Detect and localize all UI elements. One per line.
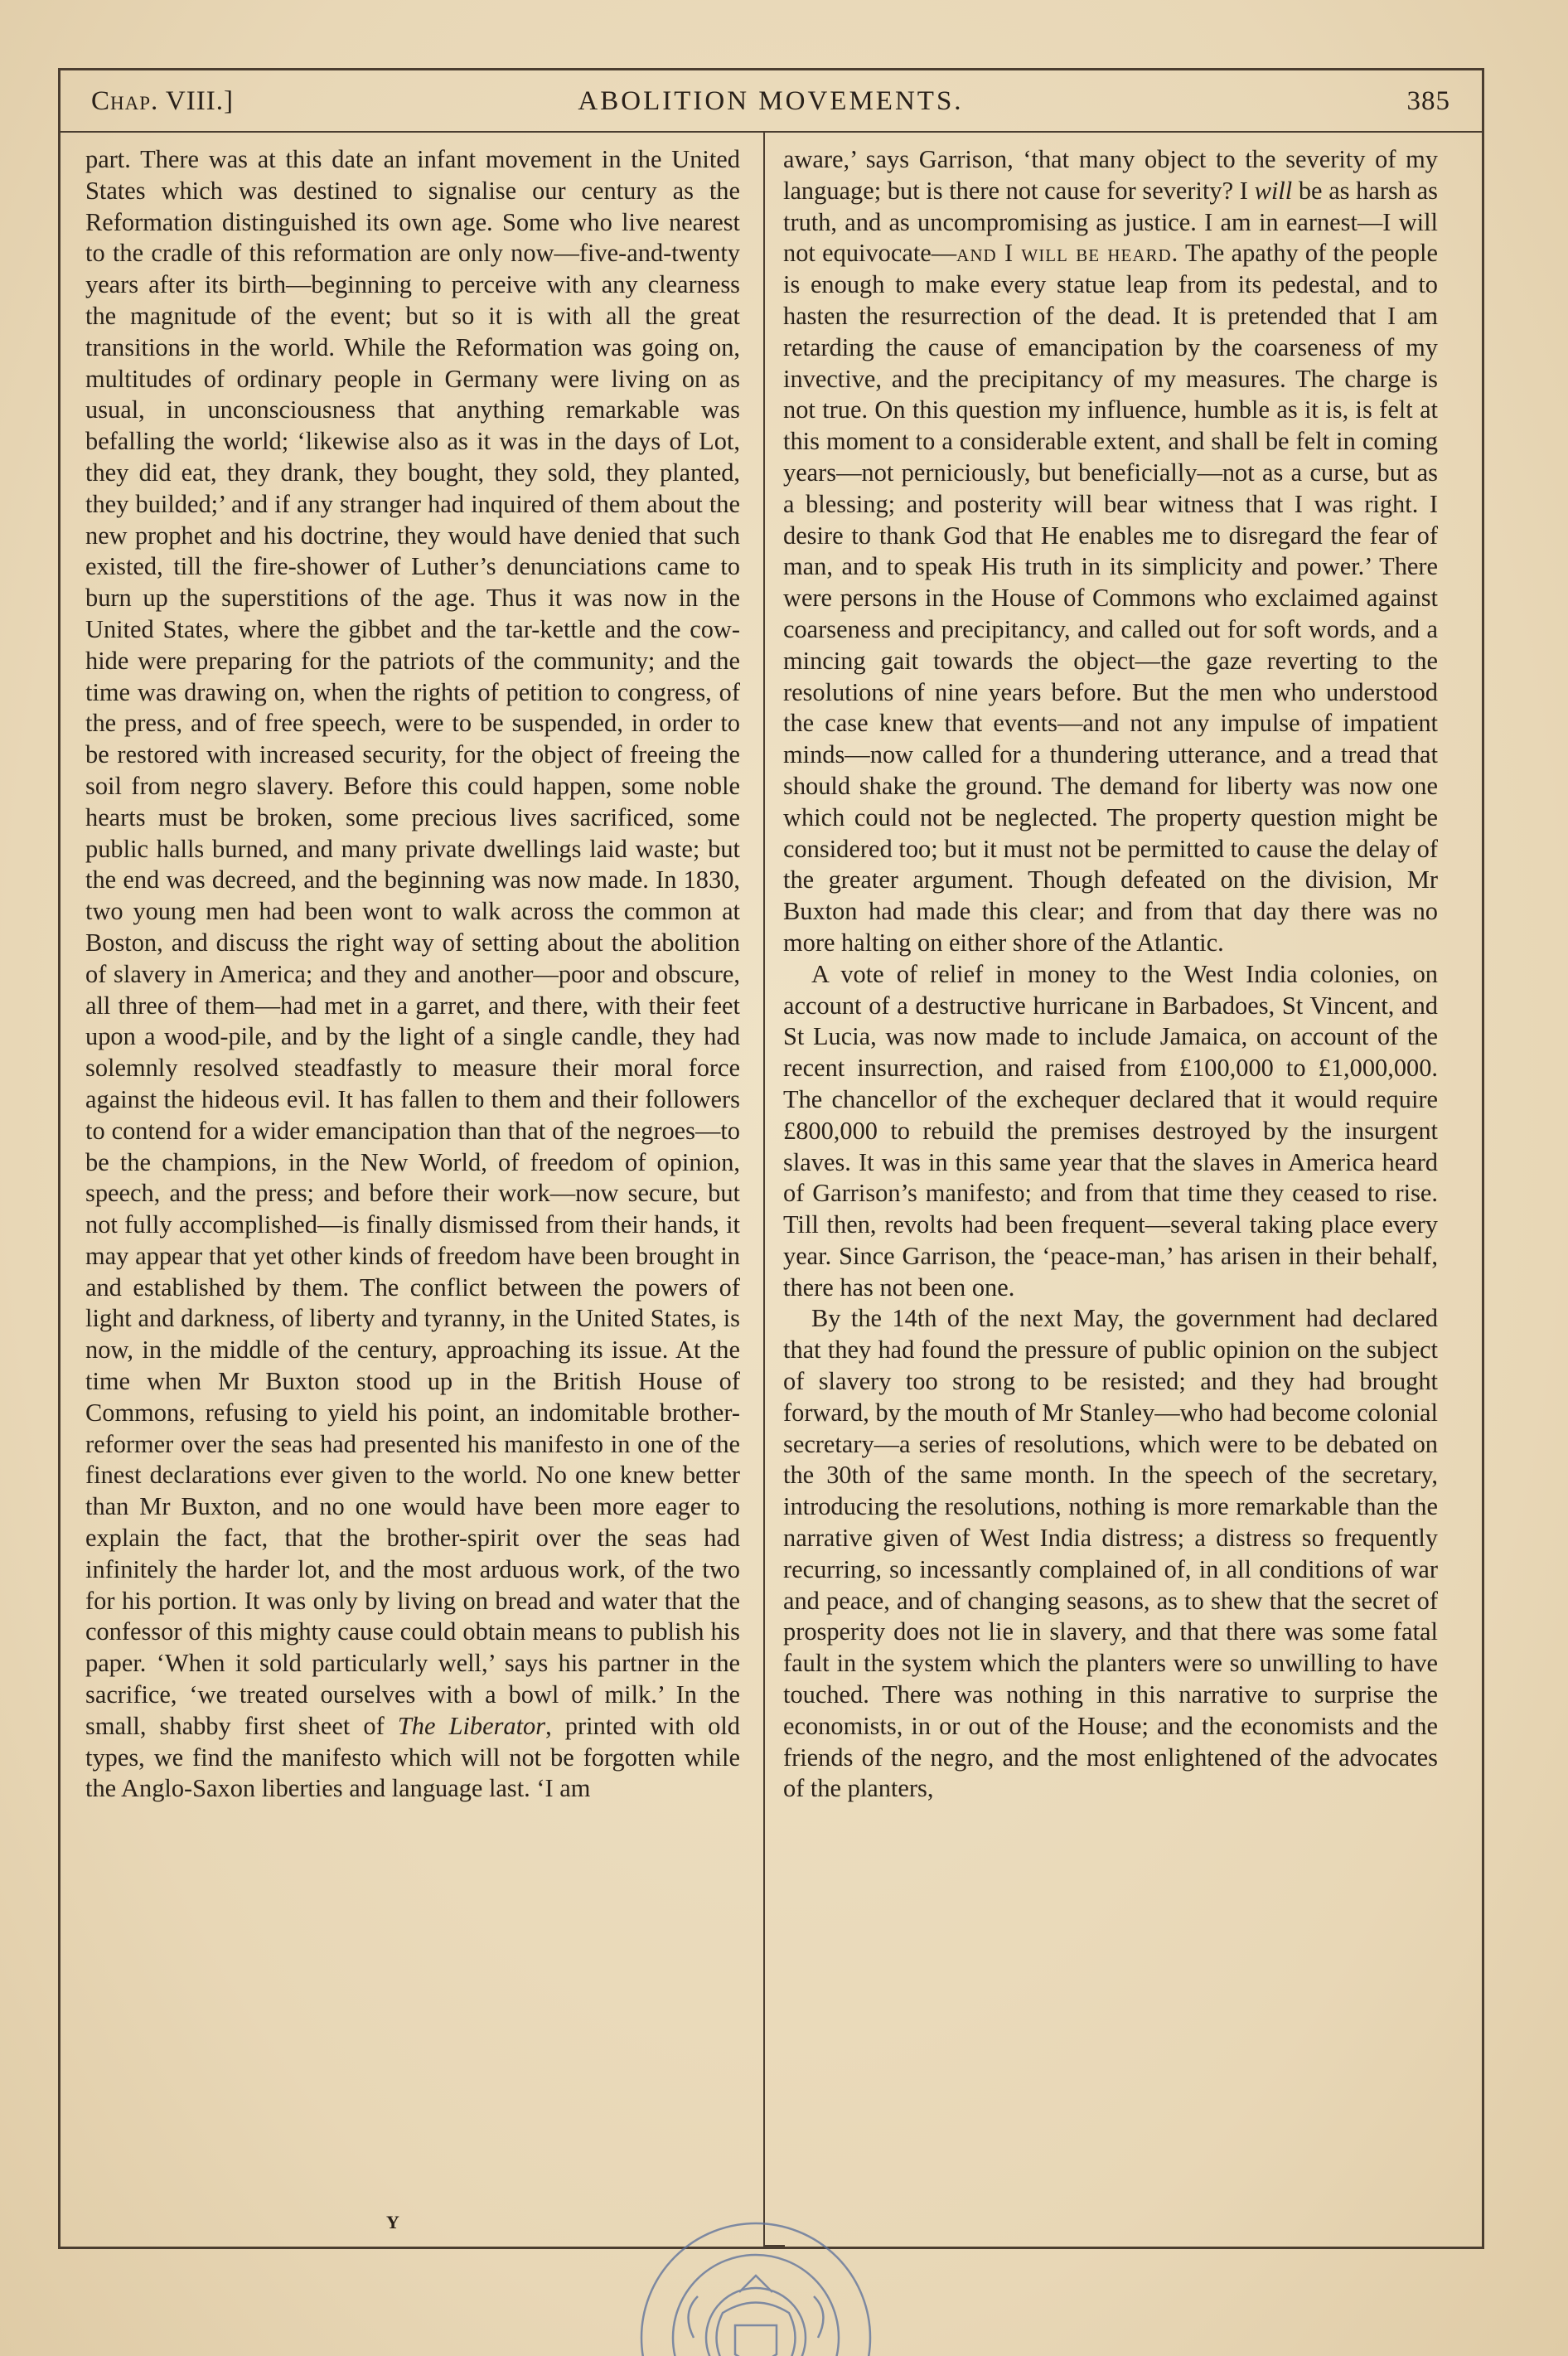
frame-right-rule: [1482, 68, 1484, 2248]
left-paragraph-1-text: part. There was at this date an infant movement in the United States which was destined to signalise our century as the Reformation distinguished its own age. Some who live nearest to the cradle of this reformation are only now—five-and-twenty years after its birth—beginning to perceive with any clearness the magnitude of the event; but so it is with all the great transitions in the world. While the Reformation was going on, multitudes of ordinary people in Germany were living on as usual, in unconsciousness that anything remarkable was befalling the world; ‘likewise also as it was in the days of Lot, they did eat, they drank, they bought, they sold, they planted, they builded;’ and if any stranger had inquired of them about the new prophet and his doctrine, they would have denied that such existed, till the fire-shower of Luther’s denunciations came to burn up the superstitions of the age. Thus it was now in the United States, where the gibbet and the tar-kettle and the cow-hide were preparing for the patriots of the community; and the time was drawing on, when the rights of petition to congress, of the press, and of free speech, were to be suspended, in order to be restored with increased security, for the object of freeing the soil from negro slavery. Before this could happen, some noble hearts must be broken, some precious lives sacrificed, some public halls burned, and many private dwellings laid waste; but the end was decreed, and the beginning was now made. In 1830, two young men had been wont to walk across the common at Boston, and discuss the right way of setting about the abolition of slavery in America; and they and another—poor and obscure, all three of them—had met in a garret, and there, with their feet upon a wood-pile, and by the light of a single candle, they had solemnly resolved steadfastly to measure their moral force against the hideous evil. It has fallen to them and their followers to contend for a wider emancipation than that of the negroes—to be the champions, in the New World, of freedom of opinion, speech, and the press; and before their work—now secure, but not fully accomplished—is finally dismissed from their hands, it may appear that yet other kinds of freedom have been brought in and established by them. The conflict between the powers of light and darkness, of liberty and tyranny, in the United States, is now, in the middle of the century, approaching its issue. At the time when Mr Buxton stood up in the British House of Commons, refusing to yield his point, an indomitable brother-reformer over the seas had presented his manifesto in one of the finest declarations ever given to the world. No one knew better than Mr Buxton, and no one would have been more eager to explain the fact, that the brother-spirit over the seas had infinitely the harder lot, and the most arduous work, of the two for his portion. It was only by living on bread and water that the confessor of this mighty cause could obtain means to publish his paper. ‘When it sold particularly well,’ says his partner in the sacrifice, ‘we treated ourselves with a bowl of milk.’ In the small, shabby first sheet of: [85, 145, 740, 1740]
header-rule: [58, 131, 1483, 133]
left-paragraph-1-end: , printed with old types, we find the manifesto which will not be forgotten while the Anglo-Saxon liberties and language last. ‘I am: [85, 1711, 740, 1803]
right-paragraph-1-text-a: aware,’ says Garrison, ‘that many object to the severity of my language; but is there not cause for severity? I: [783, 145, 1438, 205]
chapter-label: Chap. VIII.]: [91, 86, 234, 116]
right-paragraph-1: [783, 144, 1438, 959]
frame-top-rule: [58, 68, 1483, 70]
right-paragraph-1-text-c: The apathy of the people is enough to make every statue leap from its pedestal, and to hasten the resurrection of the dead. It is pretended that I am retarding the cause of emancipation by the coarseness of my invective, and the precipitancy of my measures. The charge is not true. On this question my influence, humble as it is, is felt at this moment to a considerable extent, and shall be felt in coming years—not perniciously, but beneficially—not as a curse, but as a blessing; and posterity will bear witness that I was right. I desire to thank God that He enables me to disregard the fear of man, and to speak His truth in its simplicity and power.’ There were persons in the House of Commons who exclaimed against coarseness and precipitancy, and called out for soft words, and a mincing gait towards the object—the gaze reverting to the resolutions of nine years before. But the men who understood the case knew that events—and not any impulse of impatient minds—now called for a thundering utterance, and a tread that should shake the ground. The demand for liberty was now one which could not be neglected. The property question might be considered too; but it must not be permitted to cause the delay of the greater argument. Though defeated on the division, Mr Buxton had made this clear; and from that day there was no more halting on either shore of the Atlantic.: [783, 239, 1438, 957]
small-caps-quote: and I will be heard.: [956, 239, 1179, 268]
right-paragraph-1-text-b: be as harsh as truth, and as uncompromising as justice. I am in earnest—I will not equivocate—: [783, 176, 1438, 268]
right-column: [783, 144, 1438, 1805]
running-head: [91, 80, 1450, 129]
museum-stamp: [632, 2213, 880, 2356]
left-paragraph-1: [85, 144, 740, 1805]
signature-mark: Y: [386, 2212, 399, 2232]
page-title: ABOLITION MOVEMENTS.: [578, 86, 964, 116]
page-number: 385: [1406, 86, 1450, 116]
right-paragraph-3: By the 14th of the next May, the government had declared that they had found the pressure of public opinion on the subject of slavery too strong to be resisted; and they had brought forward, by the mouth of Mr Stanley—who had become colonial secretary—a series of resolutions, which were to be debated on the 30th of the same month. In the speech of the secretary, introducing the resolutions, nothing is more remarkable than the narrative given of West India distress; a distress so frequently recurring, so incessantly complained of, in all conditions of war and peace, and of changing seasons, as to shew that the secret of prosperity does not lie in slavery, and that there was some fatal fault in the system which the planters were so unwilling to have touched. There was nothing in this narrative to surprise the economists, in or out of the House; and the economists and the friends of the negro, and the most enlightened of the advocates of the planters,: [783, 1304, 1438, 1803]
liberator-title: The Liberator: [397, 1711, 546, 1740]
emphasis-will: will: [1254, 176, 1293, 205]
right-paragraph-2: A vote of relief in money to the West India colonies, on account of a destructive hurricane in Barbadoes, St Vincent, and St Lucia, was now made to include Jamaica, on account of the recent insurrection, and raised from £100,000 to £1,000,000. The chancellor of the exchequer declared that it would require £800,000 to rebuild the premises destroyed by the insurgent slaves. It was in this same year that the slaves in America heard of Garrison’s manifesto; and from that time they ceased to rise. Till then, revolts had been frequent—several taking place every year. Since Garrison, the ‘peace-man,’ has arisen in their behalf, there has not been one.: [783, 959, 1438, 1302]
frame-left-rule: [58, 68, 60, 2248]
left-column: [85, 144, 740, 1805]
column-divider: [763, 133, 765, 2205]
